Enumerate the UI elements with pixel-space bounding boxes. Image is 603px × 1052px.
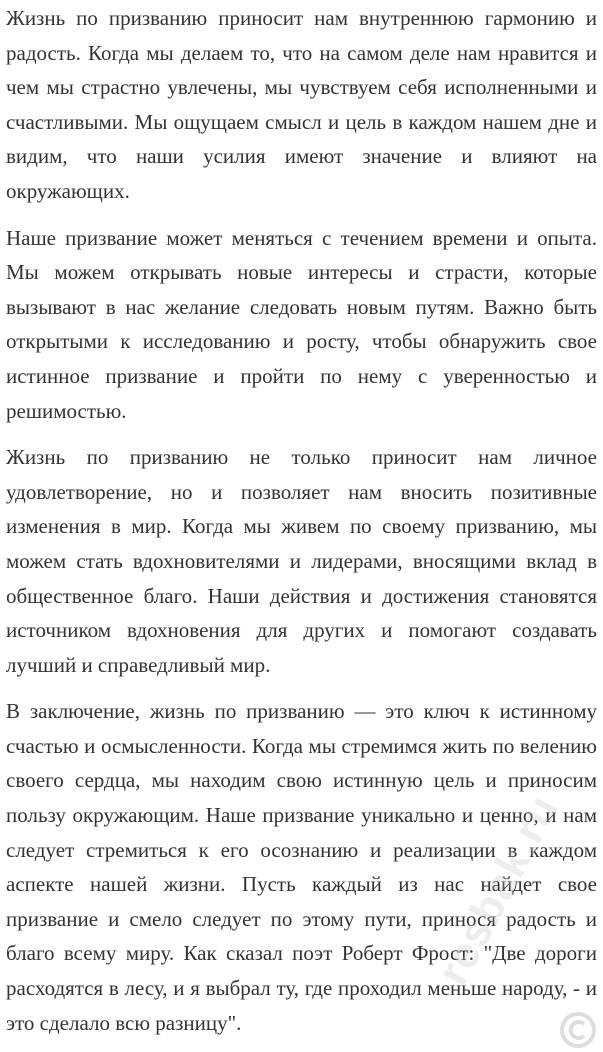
watermark-text: resbak.ru <box>428 787 569 994</box>
paragraph-2: Наше призвание может меняться с течением времени и опыта. Мы можем открывать новые интересы и страсти, которые вызывают в нас желание следовать новым путям. Важно быть открытыми к исследованию и росту, чтобы обнаружить свое истинное призвание и пройти по нему с уверенностью и решимостью. <box>6 225 597 423</box>
paragraph-4: В заключение, жизнь по призванию — это ключ к истинному счастью и осмысленности. Когда мы стремимся жить по велению своего сердца, мы находим свою истинную цель и приносим пользу окружающим. Наше призвание уникально и ценно, и нам следует стремиться к его осознанию и реализации в каждом аспекте нашей жизни. Пусть каждый из нас найдет свое призвание и смело следует по этому пути, принося радость и благо всему миру. Как сказал поэт Роберт Фрост: "Две дороги расходятся в лесу, и я выбрал ту, где проходил меньше народу, - и это сделало всю разницу". <box>6 699 597 1035</box>
paragraph-1: Жизнь по призванию приносит нам внутреннюю гармонию и радость. Когда мы делаем то, что на самом деле нам нравится и чем мы страстно увлечены, мы чувствуем себя исполненными и счастливыми. Мы ощущаем смысл и цель в каждом нашем дне и видим, что наши усилия имеют значение и влияют на окружающих. <box>6 6 597 203</box>
paragraph-3: Жизнь по призванию не только приносит нам личное удовлетворение, но и позволяет нам вносить позитивные изменения в мир. Когда мы живем по своему призванию, мы можем стать вдохновителями и лидерами, вносящими вклад в общественное благо. Наши действия и достижения становятся источником вдохновения для других и помогают создавать лучший и справедливый мир. <box>6 445 597 677</box>
